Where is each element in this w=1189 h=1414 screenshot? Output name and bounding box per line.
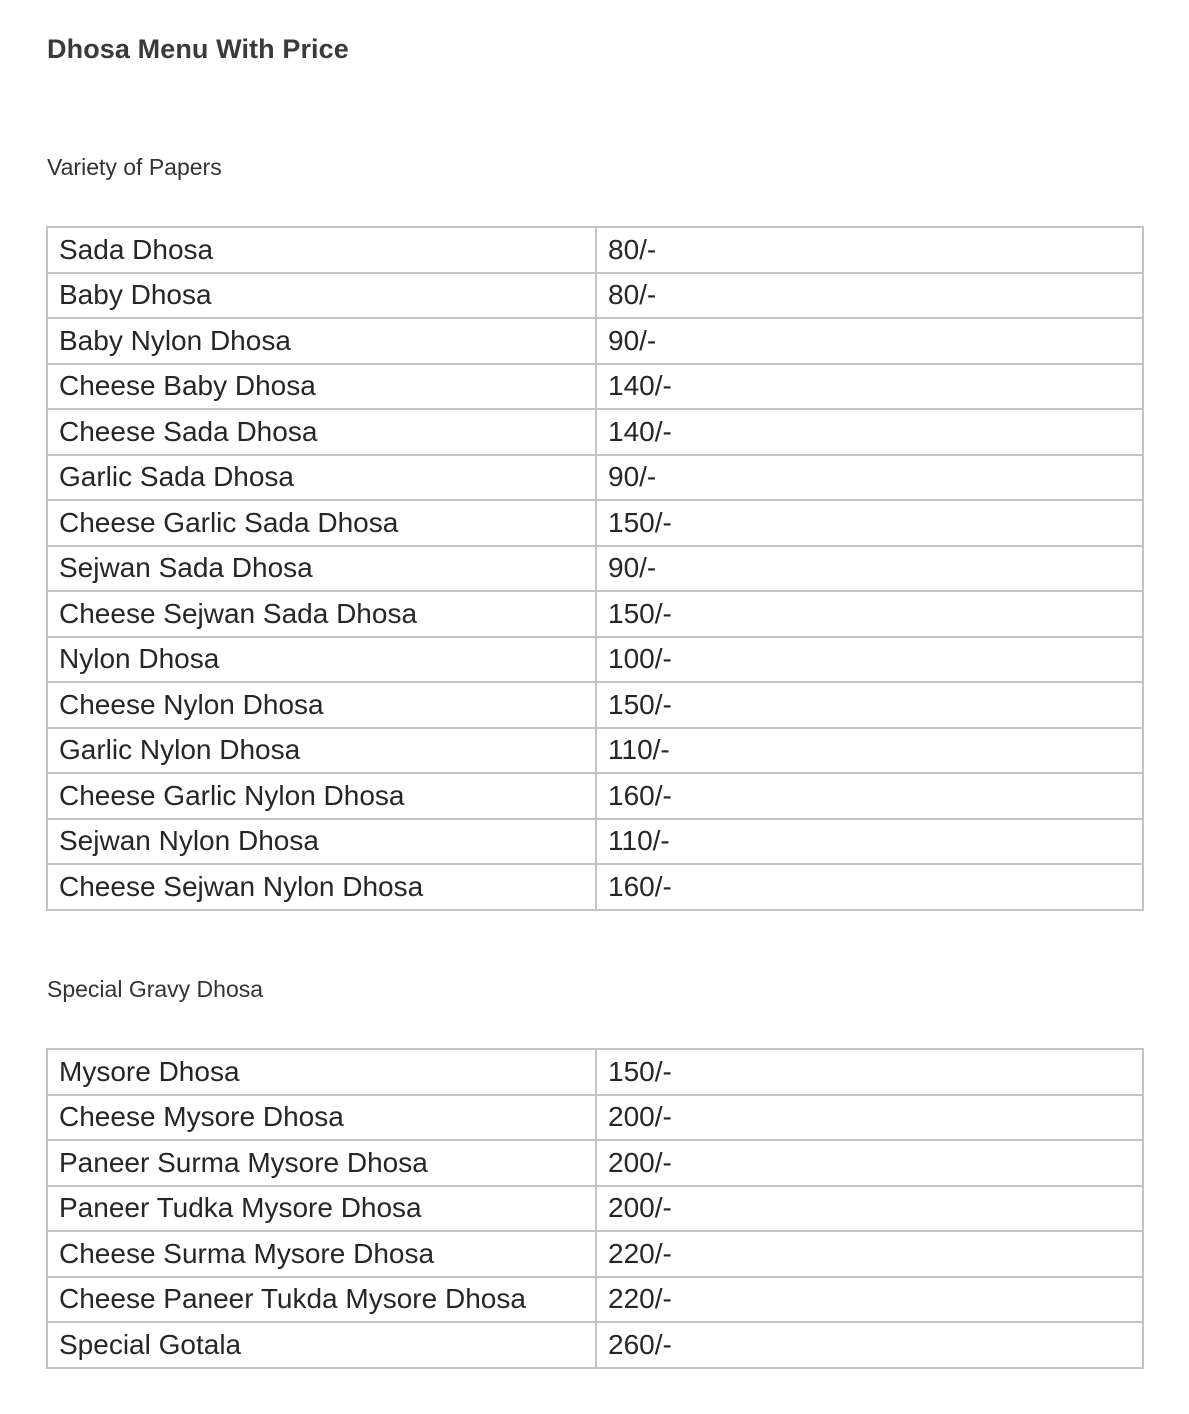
dish-name-cell: Baby Dhosa (47, 273, 596, 319)
dish-price-cell: 80/- (596, 273, 1143, 319)
dish-price-cell: 150/- (596, 500, 1143, 546)
special-gravy-dhosa-table-body (47, 1049, 1143, 1368)
dish-price-cell: 110/- (596, 728, 1143, 774)
dish-price-cell: 200/- (596, 1140, 1143, 1186)
table-row (47, 637, 1143, 683)
table-row (47, 318, 1143, 364)
table-row (47, 546, 1143, 592)
dish-price-cell: 140/- (596, 409, 1143, 455)
dish-name-cell: Cheese Paneer Tukda Mysore Dhosa (47, 1277, 596, 1323)
table-row (47, 1186, 1143, 1232)
table-row (47, 273, 1143, 319)
dish-name-cell: Cheese Mysore Dhosa (47, 1095, 596, 1141)
table-row (47, 1322, 1143, 1368)
dish-name-cell: Nylon Dhosa (47, 637, 596, 683)
dish-price-cell: 220/- (596, 1231, 1143, 1277)
table-row (47, 500, 1143, 546)
dish-name-cell: Special Gotala (47, 1322, 596, 1368)
table-row (47, 455, 1143, 501)
dish-price-cell: 150/- (596, 591, 1143, 637)
dish-name-cell: Mysore Dhosa (47, 1049, 596, 1095)
dish-name-cell: Cheese Garlic Sada Dhosa (47, 500, 596, 546)
dish-price-cell: 140/- (596, 364, 1143, 410)
page-title: Dhosa Menu With Price (47, 34, 349, 64)
table-row (47, 773, 1143, 819)
dish-name-cell: Paneer Tudka Mysore Dhosa (47, 1186, 596, 1232)
dish-price-cell: 80/- (596, 227, 1143, 273)
table-row (47, 1140, 1143, 1186)
variety-of-papers-table-body (47, 227, 1143, 910)
dish-price-cell: 150/- (596, 682, 1143, 728)
dish-price-cell: 150/- (596, 1049, 1143, 1095)
table-row (47, 591, 1143, 637)
variety-of-papers-table (46, 226, 1144, 911)
table-row (47, 864, 1143, 910)
dish-name-cell: Sejwan Sada Dhosa (47, 546, 596, 592)
special-gravy-dhosa-table (46, 1048, 1144, 1369)
section-heading-special-gravy-dhosa: Special Gravy Dhosa (47, 976, 264, 1002)
table-row (47, 1049, 1143, 1095)
dish-price-cell: 260/- (596, 1322, 1143, 1368)
dish-name-cell: Cheese Surma Mysore Dhosa (47, 1231, 596, 1277)
dish-name-cell: Sejwan Nylon Dhosa (47, 819, 596, 865)
dish-name-cell: Paneer Surma Mysore Dhosa (47, 1140, 596, 1186)
dish-price-cell: 90/- (596, 318, 1143, 364)
dish-price-cell: 110/- (596, 819, 1143, 865)
dish-price-cell: 160/- (596, 864, 1143, 910)
dish-price-cell: 90/- (596, 455, 1143, 501)
dish-name-cell: Garlic Nylon Dhosa (47, 728, 596, 774)
dish-price-cell: 200/- (596, 1186, 1143, 1232)
dish-name-cell: Sada Dhosa (47, 227, 596, 273)
table-row (47, 728, 1143, 774)
dish-name-cell: Cheese Sejwan Nylon Dhosa (47, 864, 596, 910)
dish-price-cell: 200/- (596, 1095, 1143, 1141)
table-row (47, 1277, 1143, 1323)
dish-name-cell: Cheese Baby Dhosa (47, 364, 596, 410)
dish-price-cell: 90/- (596, 546, 1143, 592)
dish-name-cell: Cheese Sada Dhosa (47, 409, 596, 455)
dish-name-cell: Cheese Sejwan Sada Dhosa (47, 591, 596, 637)
table-row (47, 819, 1143, 865)
dish-price-cell: 160/- (596, 773, 1143, 819)
dish-name-cell: Cheese Nylon Dhosa (47, 682, 596, 728)
dish-name-cell: Cheese Garlic Nylon Dhosa (47, 773, 596, 819)
table-row (47, 682, 1143, 728)
dish-price-cell: 220/- (596, 1277, 1143, 1323)
dish-name-cell: Baby Nylon Dhosa (47, 318, 596, 364)
dish-name-cell: Garlic Sada Dhosa (47, 455, 596, 501)
section-heading-variety-of-papers: Variety of Papers (47, 154, 222, 180)
table-row (47, 227, 1143, 273)
table-row (47, 364, 1143, 410)
table-row (47, 1231, 1143, 1277)
dish-price-cell: 100/- (596, 637, 1143, 683)
table-row (47, 409, 1143, 455)
table-row (47, 1095, 1143, 1141)
